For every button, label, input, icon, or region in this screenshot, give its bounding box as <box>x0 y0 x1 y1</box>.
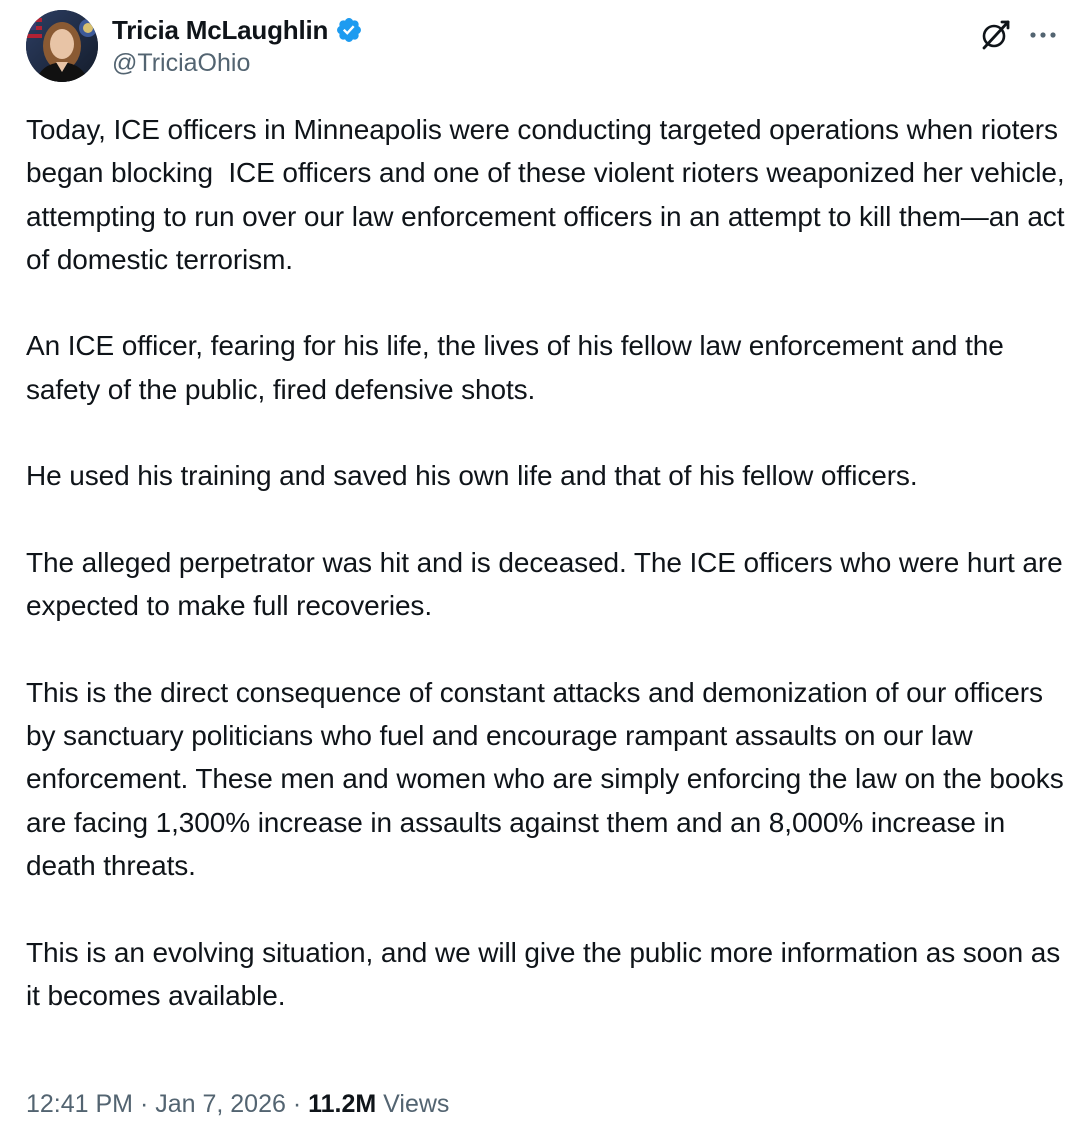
post-time[interactable]: 12:41 PM <box>26 1090 134 1118</box>
post-date[interactable]: Jan 7, 2026 <box>155 1090 286 1118</box>
post-paragraph: The alleged perpetrator was hit and is deceased. The ICE officers who were hurt are expected to make full recoveries. <box>26 546 1071 622</box>
name-row <box>112 14 363 46</box>
more-options-icon[interactable] <box>1028 20 1058 50</box>
author-display-name[interactable]: Tricia McLaughlin <box>112 14 329 45</box>
verified-badge-icon[interactable] <box>335 16 363 44</box>
post-paragraph: This is an evolving situation, and we will give the public more information as soon as it becomes available. <box>26 936 1068 1011</box>
post-actions <box>978 18 1058 52</box>
post-paragraph: Today, ICE officers in Minneapolis were conducting targeted operations when rioters began blocking ICE officers and one of these violent rioters weaponized her vehicle, attempting to run over our law enforcement officers in an attempt to kill them—an act of domestic terrorism. <box>26 114 1073 275</box>
meta-separator: · <box>285 1090 309 1118</box>
avatar-photo <box>26 10 98 82</box>
avatar[interactable] <box>26 10 98 82</box>
post-paragraph: He used his training and saved his own life and that of his fellow officers. <box>26 460 918 492</box>
post-metadata <box>26 1090 449 1119</box>
post-paragraph: An ICE officer, fearing for his life, the lives of his fellow law enforcement and the safety of the public, fired defensive shots. <box>26 330 1012 405</box>
author-identity <box>112 14 363 78</box>
views-label: Views <box>376 1090 450 1118</box>
post-paragraph: This is the direct consequence of constant attacks and demonization of our officers by sanctuary politicians who fuel and encourage rampant assaults on our law enforcement. These men and women who are simply enforcing the law on the books are facing 1,300% increase in assaults against them and an 8,000% increase in death threats. <box>26 676 1072 882</box>
author-handle[interactable]: @TriciaOhio <box>112 49 251 77</box>
views-count[interactable]: 11.2M <box>308 1090 377 1118</box>
post-text <box>26 108 1073 1017</box>
grok-icon[interactable] <box>978 18 1012 52</box>
meta-separator: · <box>133 1090 156 1118</box>
post-header <box>26 10 1058 86</box>
